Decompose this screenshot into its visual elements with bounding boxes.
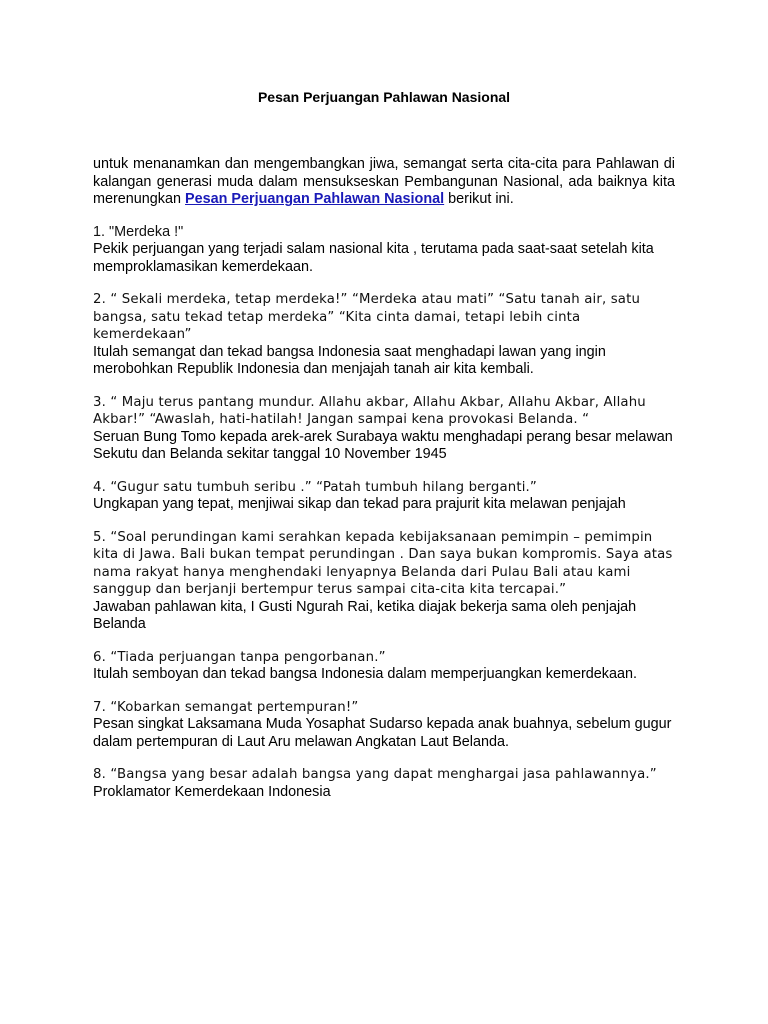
intro-paragraph — [93, 156, 675, 209]
item-quote: 7. “Kobarkan semangat pertempuran!” — [93, 699, 359, 715]
item-quote: 1. "Merdeka !" — [93, 223, 184, 240]
item-description: Pesan singkat Laksamana Muda Yosaphat Sudarso kepada anak buahnya, sebelum gugur dalam pertempuran di Laut Aru melawan Angkatan Laut Belanda. — [93, 716, 672, 750]
intro-text-after: berikut ini. — [444, 191, 514, 207]
item-quote: 4. “Gugur satu tumbuh seribu .” “Patah tumbuh hilang berganti.” — [93, 479, 537, 495]
item-quote: 5. “Soal perundingan kami serahkan kepada kebijaksanaan pemimpin – pemimpin kita di Jawa. Bali bukan tempat perundingan . Dan saya bukan kompromis. Saya atas nama rakyat hanya menghendaki lenyapnya Belanda dari Pulau Bali atau kami sanggup dan berjanji bertempur terus sampai cita-cita kita tercapai.” — [93, 529, 673, 597]
item-quote: 6. “Tiada perjuangan tanpa pengorbanan.” — [93, 649, 386, 665]
list-item — [93, 291, 675, 379]
item-description: Itulah semboyan dan tekad bangsa Indonesia dalam memperjuangkan kemerdekaan. — [93, 666, 637, 682]
list-item — [93, 649, 675, 684]
item-quote: 3. “ Maju terus pantang mundur. Allahu akbar, Allahu Akbar, Allahu Akbar, Allahu Akbar!” “Awaslah, hati-hatilah! Jangan sampai kena provokasi Belanda. “ — [93, 394, 646, 427]
item-description: Seruan Bung Tomo kepada arek-arek Surabaya waktu menghadapi perang besar melawan Sekutu dan Belanda sekitar tanggal 10 November 1945 — [93, 428, 673, 462]
item-description: Jawaban pahlawan kita, I Gusti Ngurah Rai, ketika diajak bekerja sama oleh penjajah Belanda — [93, 598, 637, 632]
list-item — [93, 479, 675, 514]
list-item — [93, 394, 675, 464]
item-description: Pekik perjuangan yang terjadi salam nasional kita , terutama pada saat-saat setelah kita memproklamasikan kemerdekaan. — [93, 241, 654, 275]
intro-link[interactable]: Pesan Perjuangan Pahlawan Nasional — [185, 191, 445, 207]
item-description: Itulah semangat dan tekad bangsa Indonesia saat menghadapi lawan yang ingin merobohkan Republik Indonesia dan menjajah tanah air kita kembali. — [93, 343, 606, 377]
document-body — [93, 156, 675, 816]
intro-text-before: untuk menanamkan dan mengembangkan jiwa, semangat serta cita-cita para Pahlawan di kalangan generasi muda dalam mensukseskan Pembangunan Nasional, ada baiknya kita merenungkan — [93, 156, 675, 207]
list-item — [93, 529, 675, 634]
item-description: Ungkapan yang tepat, menjiwai sikap dan tekad para prajurit kita melawan penjajah — [93, 496, 626, 512]
item-quote: 2. “ Sekali merdeka, tetap merdeka!” “Merdeka atau mati” “Satu tanah air, satu bangsa, satu tekad tetap merdeka” “Kita cinta damai, tetapi lebih cinta kemerdekaan” — [93, 292, 641, 342]
page-title: Pesan Perjuangan Pahlawan Nasional — [257, 89, 511, 105]
list-item — [93, 766, 675, 801]
item-description: Proklamator Kemerdekaan Indonesia — [93, 783, 331, 800]
list-item — [93, 224, 675, 277]
item-quote: 8. “Bangsa yang besar adalah bangsa yang dapat menghargai jasa pahlawannya.” — [93, 767, 657, 782]
list-item — [93, 699, 675, 752]
